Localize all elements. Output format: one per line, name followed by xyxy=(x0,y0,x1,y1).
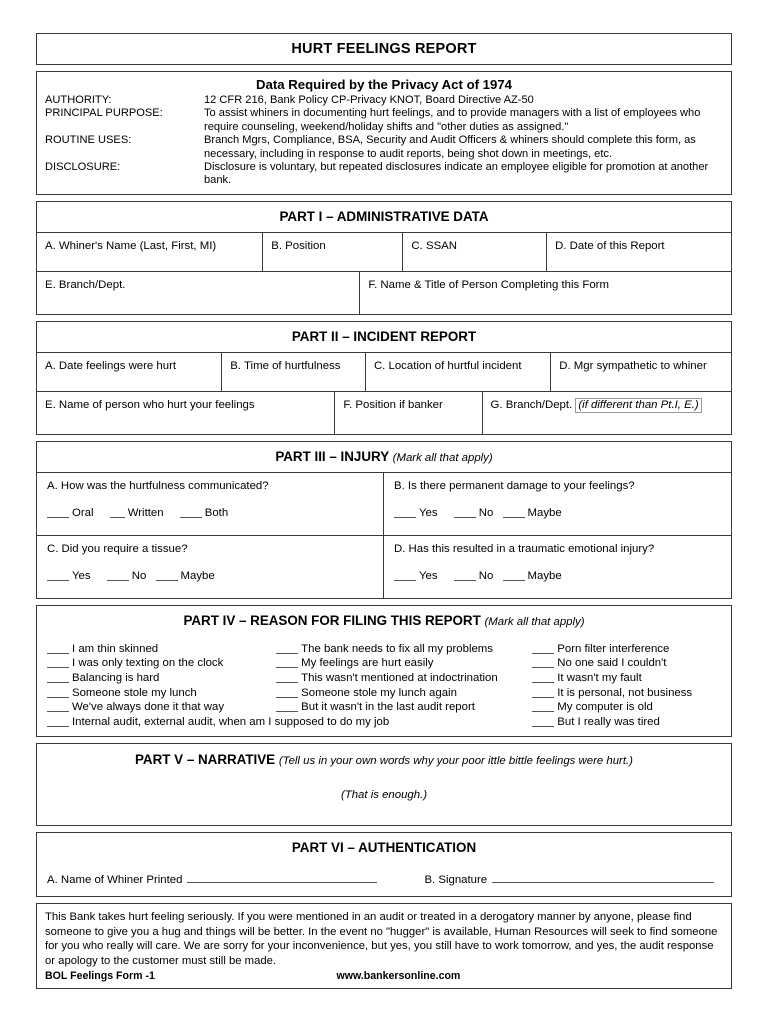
reason-item[interactable] xyxy=(47,656,276,671)
checkbox-blank[interactable] xyxy=(47,667,69,668)
part-5-heading xyxy=(37,744,731,767)
privacy-label-disclosure: DISCLOSURE: xyxy=(45,161,121,174)
option-label: No xyxy=(131,569,147,582)
part-4-heading-text: PART IV – REASON FOR FILING THIS REPORT xyxy=(183,612,481,628)
reason-label: This wasn't mentioned at indoctrination xyxy=(301,672,498,685)
part-4-block xyxy=(36,605,732,738)
field-name-person-who-hurt[interactable]: E. Name of person who hurt your feelings xyxy=(37,392,335,434)
reason-item[interactable] xyxy=(532,700,721,715)
field-time-of-hurtfulness[interactable]: B. Time of hurtfulness xyxy=(222,353,366,391)
field-whiners-name[interactable]: A. Whiner's Name (Last, First, MI) xyxy=(37,233,263,271)
checkbox-blank[interactable] xyxy=(156,580,178,581)
part-3-heading-note: (Mark all that apply) xyxy=(392,451,493,464)
checkbox-blank[interactable] xyxy=(532,653,554,654)
reason-item[interactable] xyxy=(47,642,276,657)
checkbox-blank[interactable] xyxy=(503,517,525,518)
reason-label: I am thin skinned xyxy=(72,642,159,655)
field-position[interactable]: B. Position xyxy=(263,233,403,271)
reason-item[interactable] xyxy=(47,671,276,686)
part-3-heading xyxy=(37,442,731,473)
question-a-communication xyxy=(37,473,384,535)
part-5-heading-note: (Tell us in your own words why your poor ittle bittle feelings were hurt.) xyxy=(278,755,633,768)
part-1-block xyxy=(36,201,732,315)
field-signature-label: B. Signature xyxy=(424,874,488,887)
reason-label: Balancing is hard xyxy=(72,672,160,685)
reason-item[interactable] xyxy=(276,671,532,686)
field-position-if-banker[interactable]: F. Position if banker xyxy=(335,392,482,434)
privacy-act-block xyxy=(36,71,732,195)
report-title-block xyxy=(36,33,732,65)
field-ssan[interactable]: C. SSAN xyxy=(403,233,547,271)
privacy-text-disclosure: Disclosure is voluntary, but repeated disclosures indicate an employee eligible for promotion at another bank. xyxy=(204,161,709,187)
question-b-options xyxy=(394,507,723,519)
option-label: Written xyxy=(127,506,164,519)
checkbox-blank[interactable] xyxy=(47,682,69,683)
reason-label: It is personal, not business xyxy=(557,686,693,699)
question-d-text: D. Has this resulted in a traumatic emotional injury? xyxy=(394,542,655,555)
narrative-area[interactable] xyxy=(37,767,731,825)
reason-label: My computer is old xyxy=(557,701,653,714)
reason-item[interactable] xyxy=(532,656,721,671)
option-label: Yes xyxy=(72,569,91,582)
part-6-signature-row xyxy=(37,863,731,896)
reason-item[interactable] xyxy=(532,715,721,730)
part-4-heading xyxy=(37,606,731,636)
privacy-text-routine-uses: Branch Mgrs, Compliance, BSA, Security and Audit Officers & whiners should complete this form, as necessary, including in response to audit reports, being shot down in meetings, etc. xyxy=(204,134,696,160)
field-name-of-whiner-printed[interactable] xyxy=(47,871,424,886)
reason-label: Internal audit, external audit, when am I supposed to do my job xyxy=(72,715,390,728)
part-1-row-1 xyxy=(37,233,731,272)
checkbox-blank[interactable] xyxy=(532,697,554,698)
reason-label: Someone stole my lunch again xyxy=(301,686,457,699)
part-4-options xyxy=(37,636,731,737)
checkbox-blank[interactable] xyxy=(107,580,129,581)
privacy-act-heading: Data Required by the Privacy Act of 1974 xyxy=(255,77,513,92)
checkbox-blank[interactable] xyxy=(394,580,416,581)
checkbox-blank[interactable] xyxy=(47,711,69,712)
question-d-options xyxy=(394,570,723,582)
reason-item[interactable] xyxy=(532,686,721,701)
privacy-row xyxy=(45,134,723,161)
field-branch-dept-label: G. Branch/Dept. xyxy=(490,398,573,411)
field-date-feelings-hurt[interactable]: A. Date feelings were hurt xyxy=(37,353,222,391)
field-date-of-report[interactable]: D. Date of this Report xyxy=(555,239,665,252)
checkbox-blank[interactable] xyxy=(276,711,298,712)
option-both[interactable] xyxy=(180,507,228,519)
part-4-column-3 xyxy=(532,642,721,730)
field-branch-dept[interactable]: E. Branch/Dept. xyxy=(37,272,360,314)
option-label: Yes xyxy=(419,506,438,519)
field-signature[interactable] xyxy=(424,871,714,886)
checkbox-blank[interactable] xyxy=(532,726,554,727)
question-a-options xyxy=(47,507,375,519)
question-b-text: B. Is there permanent damage to your feelings? xyxy=(394,479,635,492)
checkbox-blank[interactable] xyxy=(276,697,298,698)
reason-label: But it wasn't in the last audit report xyxy=(301,701,475,714)
page-title: HURT FEELINGS REPORT xyxy=(291,41,477,57)
part-3-block xyxy=(36,441,732,599)
footer-block xyxy=(36,903,732,989)
reason-item[interactable] xyxy=(47,686,276,701)
checkbox-blank[interactable] xyxy=(47,726,69,727)
part-1-heading: PART I – ADMINISTRATIVE DATA xyxy=(37,202,731,233)
part-3-heading-text: PART III – INJURY xyxy=(275,448,389,464)
reason-label: But I really was tired xyxy=(557,715,660,728)
checkbox-blank[interactable] xyxy=(47,517,69,518)
checkbox-blank[interactable] xyxy=(532,711,554,712)
question-d-traumatic-injury xyxy=(384,536,731,598)
question-b-permanent-damage xyxy=(384,473,731,535)
reason-label: My feelings are hurt easily xyxy=(301,657,434,670)
part-4-heading-note: (Mark all that apply) xyxy=(484,615,585,628)
checkbox-blank[interactable] xyxy=(47,653,69,654)
part-5-heading-text: PART V – NARRATIVE xyxy=(135,752,276,768)
reason-item[interactable] xyxy=(532,671,721,686)
part-2-row-1 xyxy=(37,353,731,392)
privacy-label-authority: AUTHORITY: xyxy=(45,94,112,106)
footer-website: www.bankersonline.com xyxy=(336,970,461,983)
checkbox-blank[interactable] xyxy=(110,517,125,518)
footer-form-id: BOL Feelings Form -1 xyxy=(45,970,155,983)
option-maybe[interactable] xyxy=(503,507,562,519)
footer-statement: This Bank takes hurt feeling seriously. If you were mentioned in an audit or treated in a derogatory manner by anyone, please find someone to give you a hug and things will be better. In the event no "hugger" is available, Human Resources will seek to find someone for you who really will care. We are sorry for your inconvenience, but yes, you still have to work tomorrow, and yes, the audit response or apology to the customer must still be made. xyxy=(45,911,718,967)
question-c-text: C. Did you require a tissue? xyxy=(47,542,188,555)
part-1-row-2 xyxy=(37,272,731,314)
part-3-row-2 xyxy=(37,536,731,598)
footer-text-area xyxy=(37,904,731,988)
checkbox-blank[interactable] xyxy=(532,667,554,668)
checkbox-blank[interactable] xyxy=(454,517,476,518)
part-2-row-2 xyxy=(37,392,731,434)
option-yes[interactable] xyxy=(394,570,438,582)
option-oral[interactable] xyxy=(47,507,94,519)
checkbox-blank[interactable] xyxy=(503,580,525,581)
part-2-block xyxy=(36,321,732,435)
option-label: Both xyxy=(204,506,229,519)
privacy-text-principal-purpose: To assist whiners in documenting hurt feelings, and to provide managers with a list of employees who require counseling, weekend/holiday shifts and "other duties as assigned." xyxy=(204,107,701,133)
privacy-row xyxy=(45,107,723,134)
part-6-heading: PART VI – AUTHENTICATION xyxy=(291,840,477,856)
reason-item[interactable] xyxy=(47,700,276,715)
option-label: No xyxy=(478,506,494,519)
narrative-note: (That is enough.) xyxy=(340,789,428,802)
question-a-text: A. How was the hurtfulness communicated? xyxy=(47,479,269,492)
part-5-block xyxy=(36,743,732,826)
checkbox-blank[interactable] xyxy=(180,517,202,518)
reason-item[interactable] xyxy=(276,642,532,657)
reason-label: I was only texting on the clock xyxy=(72,657,224,670)
reason-item[interactable] xyxy=(276,700,532,715)
option-label: Oral xyxy=(72,506,94,519)
privacy-row xyxy=(45,161,723,188)
checkbox-blank[interactable] xyxy=(276,653,298,654)
option-yes[interactable] xyxy=(47,570,91,582)
reason-item[interactable] xyxy=(532,642,721,657)
field-name-title-completing[interactable]: F. Name & Title of Person Completing this Form xyxy=(368,278,609,291)
option-label: No xyxy=(478,569,494,582)
privacy-label-principal-purpose: PRINCIPAL PURPOSE: xyxy=(45,107,163,120)
checkbox-blank[interactable] xyxy=(454,580,476,581)
question-c-options xyxy=(47,570,375,582)
option-written[interactable] xyxy=(110,507,164,519)
reason-label: No one said I couldn't xyxy=(557,657,667,670)
field-branch-dept-note: (if different than Pt.I, E.) xyxy=(575,398,701,413)
signature-write-line[interactable] xyxy=(492,871,714,883)
option-maybe[interactable] xyxy=(503,570,562,582)
reason-label: We've always done it that way xyxy=(72,701,225,714)
question-c-tissue xyxy=(37,536,384,598)
part-6-block xyxy=(36,832,732,897)
option-no[interactable] xyxy=(107,570,147,582)
checkbox-blank[interactable] xyxy=(276,667,298,668)
field-branch-dept-incident[interactable] xyxy=(483,392,731,434)
option-yes[interactable] xyxy=(394,507,438,519)
option-label: Yes xyxy=(419,569,438,582)
option-no[interactable] xyxy=(454,570,494,582)
field-location-of-incident[interactable]: C. Location of hurtful incident xyxy=(366,353,551,391)
checkbox-blank[interactable] xyxy=(532,682,554,683)
privacy-text-authority: 12 CFR 216, Bank Policy CP-Privacy KNOT, Board Directive AZ-50 xyxy=(204,94,534,106)
option-label: Maybe xyxy=(180,569,215,582)
part-2-heading: PART II – INCIDENT REPORT xyxy=(37,322,731,353)
privacy-label-routine-uses: ROUTINE USES: xyxy=(45,134,132,147)
option-label: Maybe xyxy=(527,569,562,582)
reason-label: Porn filter interference xyxy=(557,642,670,655)
reason-label: Someone stole my lunch xyxy=(72,686,197,699)
field-mgr-sympathetic[interactable]: D. Mgr sympathetic to whiner xyxy=(559,359,707,372)
option-no[interactable] xyxy=(454,507,494,519)
part-3-row-1 xyxy=(37,473,731,536)
checkbox-blank[interactable] xyxy=(394,517,416,518)
checkbox-blank[interactable] xyxy=(276,682,298,683)
reason-item[interactable] xyxy=(276,656,532,671)
field-name-of-whiner-label: A. Name of Whiner Printed xyxy=(47,874,183,887)
checkbox-blank[interactable] xyxy=(47,580,69,581)
reason-label: The bank needs to fix all my problems xyxy=(301,642,493,655)
reason-item[interactable] xyxy=(276,686,532,701)
option-maybe[interactable] xyxy=(156,570,215,582)
checkbox-blank[interactable] xyxy=(47,697,69,698)
privacy-row xyxy=(45,94,723,107)
reason-label: It wasn't my fault xyxy=(557,672,642,685)
option-label: Maybe xyxy=(527,506,562,519)
footer-meta xyxy=(45,969,723,983)
reason-item-wide[interactable] xyxy=(47,715,389,730)
name-write-line[interactable] xyxy=(187,871,377,883)
